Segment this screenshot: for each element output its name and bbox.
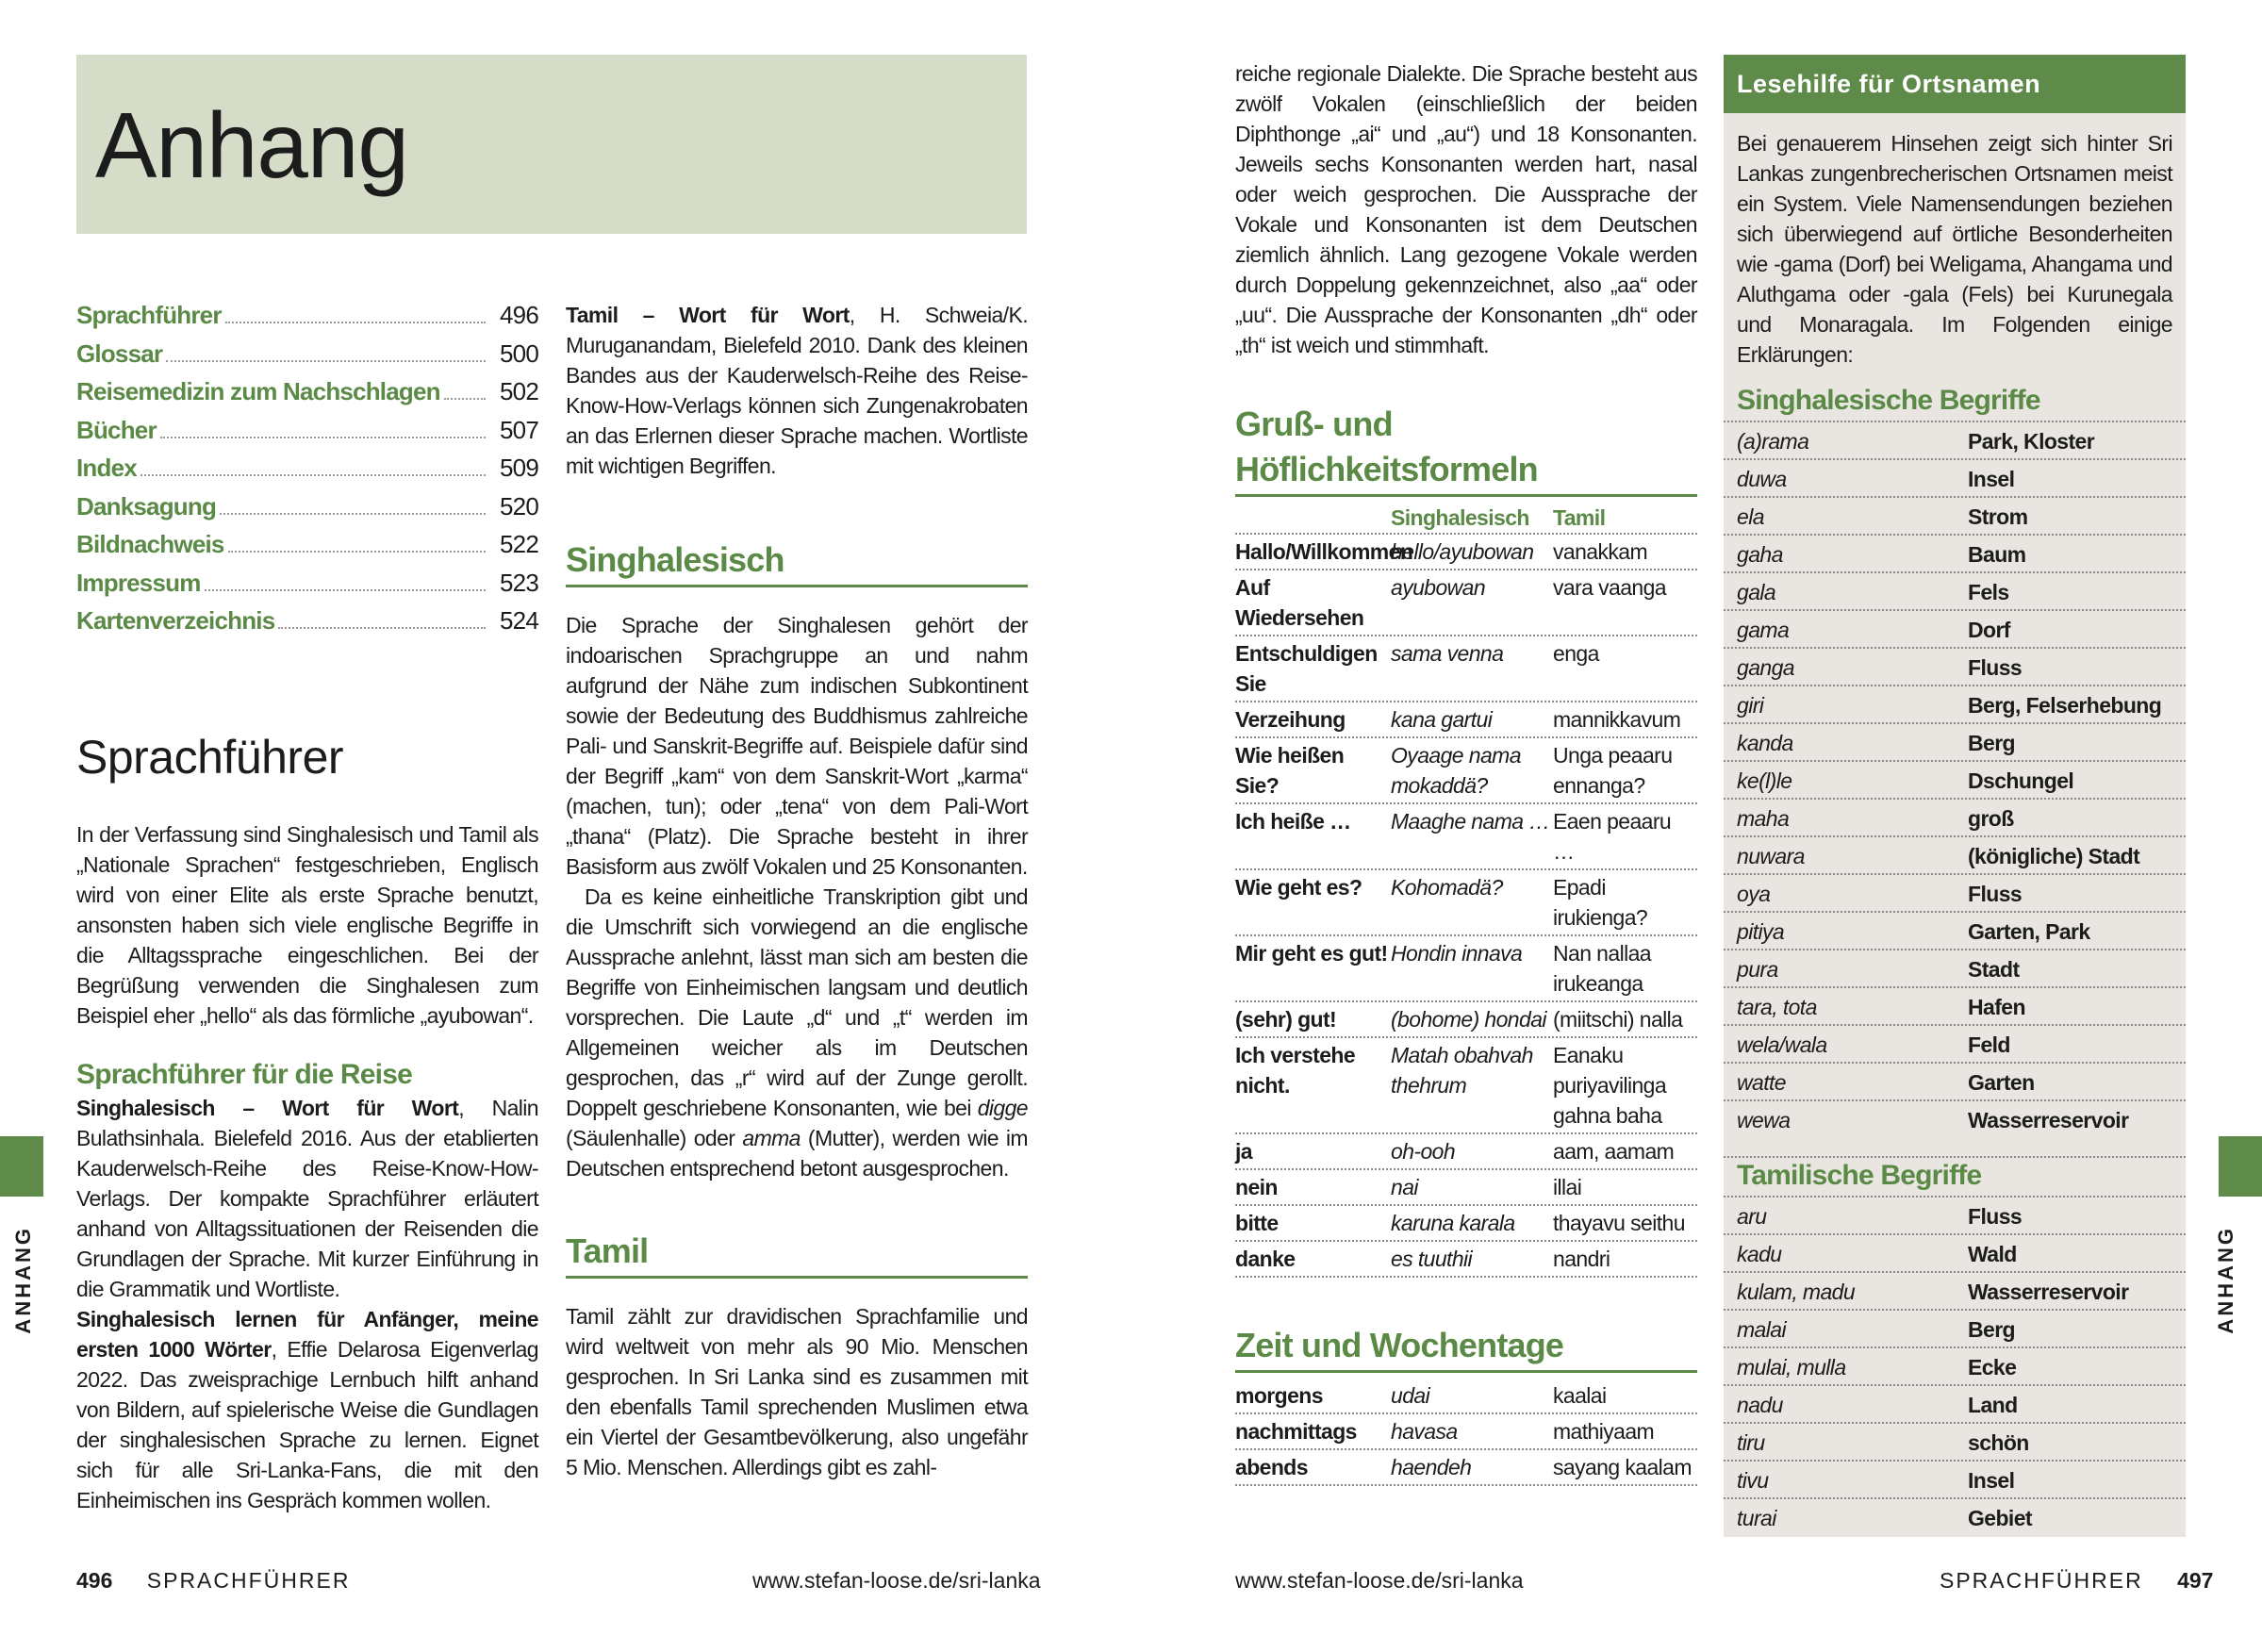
term-meaning: Feld: [1968, 1032, 2010, 1057]
toc-item-page: 509: [500, 454, 538, 482]
term-row: [1724, 496, 2186, 534]
term-row: [1724, 421, 2186, 458]
term-meaning: groß: [1968, 806, 2014, 831]
term-meaning: (königliche) Stadt: [1968, 844, 2140, 868]
term-meaning: Berg: [1968, 1317, 2016, 1342]
heading-greetings: Gruß- und Höflichkeitsformeln: [1235, 402, 1697, 497]
singhalese-terms-list: [1737, 421, 2172, 1137]
heading-tamil: Tamil: [566, 1229, 1028, 1279]
phrase-tamil: illai: [1553, 1175, 1582, 1199]
phrase-tamil: Eanaku puriyavilinga gahna baha: [1553, 1043, 1667, 1128]
term-meaning: Wasserreservoir: [1968, 1280, 2129, 1304]
table-row: [1235, 1002, 1697, 1038]
term: gala: [1737, 580, 1776, 604]
footer-left: [76, 1565, 350, 1595]
term-meaning: Wald: [1968, 1242, 2017, 1266]
toc-item[interactable]: [76, 605, 538, 644]
phrase-german: (sehr) gut!: [1235, 1007, 1337, 1032]
toc-item-label: Danksagung: [76, 491, 217, 520]
greetings-table: [1235, 535, 1697, 1278]
term-meaning: Berg: [1968, 731, 2016, 755]
term-row: [1724, 1024, 2186, 1062]
term: tivu: [1737, 1468, 1769, 1493]
table-row: [1235, 1450, 1697, 1486]
footer-url: www.stefan-loose.de/sri-lanka: [752, 1568, 1041, 1593]
heading-singhalesisch: Singhalesisch: [566, 537, 1028, 587]
info-box: [1724, 55, 2186, 1537]
toc-leader-dots: [444, 398, 486, 400]
term: pitiya: [1737, 919, 1785, 944]
phrase-tamil: (miitschi) nalla: [1553, 1007, 1683, 1032]
phrase-tamil: mathiyaam: [1553, 1419, 1655, 1444]
side-tab-label: ANHANG: [2214, 1226, 2237, 1334]
term-row: [1724, 949, 2186, 986]
toc-item-label: Bildnachweis: [76, 530, 224, 558]
side-tab-label: ANHANG: [11, 1226, 35, 1334]
phrase-german: Wie heißen Sie?: [1235, 743, 1345, 798]
toc-leader-dots: [205, 589, 486, 591]
term: mulai, mulla: [1737, 1355, 1846, 1379]
term: oya: [1737, 882, 1771, 906]
table-row: [1235, 1170, 1697, 1206]
term-row: [1724, 1422, 2186, 1460]
term-meaning: Ecke: [1968, 1355, 2017, 1379]
term: aru: [1737, 1204, 1767, 1229]
term-meaning: Fels: [1968, 580, 2009, 604]
term-row: [1724, 1099, 2186, 1137]
term-meaning: Hafen: [1968, 995, 2025, 1019]
term-row: [1724, 722, 2186, 760]
heading-singhalese-terms: Singhalesische Begriffe: [1737, 385, 2040, 416]
term: tara, tota: [1737, 995, 1817, 1019]
term: tiru: [1737, 1430, 1765, 1455]
phrase-german: Ich verstehe nicht.: [1235, 1043, 1356, 1098]
toc-item-label: Glossar: [76, 339, 163, 368]
phrase-tamil: vanakkam: [1553, 539, 1648, 564]
term: nuwara: [1737, 844, 1805, 868]
phrase-tamil: nandri: [1553, 1247, 1610, 1271]
toc-item-page: 520: [500, 491, 538, 520]
phrase-tamil: sayang kaalam: [1553, 1455, 1692, 1479]
phrase-singhalesisch: nai: [1391, 1175, 1418, 1199]
phrase-german: nachmittags: [1235, 1419, 1357, 1444]
toc-item-label: Sprachführer: [76, 301, 222, 329]
heading-time: Zeit und Wochentage: [1235, 1323, 1697, 1373]
toc-item-label: Index: [76, 454, 137, 482]
term-row: [1724, 609, 2186, 647]
term: maha: [1737, 806, 1790, 831]
phrase-singhalesisch: Hondin innava: [1391, 941, 1523, 966]
term: pura: [1737, 957, 1778, 982]
info-box-intro: Bei genauerem Hinsehen zeigt sich hinter Sri Lankas zungenbrecherischen Ortsnamen meist ein System. Viele Namensendungen beziehen sich überwiegend auf örtliche Besonderheiten wie -gama (Dorf) bei Weligama, Ahangama und Aluthgama oder -gala (Fels) bei Kurunegala und Monaragala. Im Folgenden einige Erklärungen:: [1737, 131, 2172, 367]
term-meaning: Baum: [1968, 542, 2026, 567]
term-meaning: Wasserreservoir: [1968, 1108, 2129, 1132]
left-column: [76, 300, 538, 1515]
toc-item[interactable]: [76, 529, 538, 568]
phrase-singhalesisch: karuna karala: [1391, 1211, 1515, 1235]
book-entry: Singhalesisch – Wort für Wort, Nalin Bulathsinhala. Bielefeld 2016. Aus der etablierten Kauderwelsch-Reihe des Reise-Know-How-Verlags. Der kompakte Sprachführer erläutert anhand von Alltagssituationen der Reisenden die Grundlagen der Sprache. Mit kurzer Einführung in die Grammatik und Wortliste.: [76, 1095, 538, 1301]
toc-item-label: Reisemedizin zum Nachschlagen: [76, 377, 440, 405]
term: (a)rama: [1737, 429, 1809, 454]
term-row: [1724, 911, 2186, 949]
table-row: [1235, 1414, 1697, 1450]
term-row: [1724, 1497, 2186, 1535]
page-number: 496: [76, 1568, 113, 1593]
phrase-singhalesisch: hello/ayubowan: [1391, 539, 1534, 564]
phrase-german: Wie geht es?: [1235, 875, 1362, 900]
term-meaning: Stadt: [1968, 957, 2020, 982]
phrase-singhalesisch: kana gartui: [1391, 707, 1493, 732]
phrase-tamil: aam, aamam: [1553, 1139, 1675, 1164]
table-row: [1235, 1206, 1697, 1242]
term-row: [1724, 1309, 2186, 1346]
paragraph: reiche regionale Dialekte. Die Sprache besteht aus zwölf Vokalen (einschließlich der beiden Diphthonge „ai“ und „au“) und 18 Konsonanten. Jeweils sechs Konsonanten werden hart, nasal oder weich gesprochen. Die Aussprache der Vokale und Konsonanten ist dem Deutschen ziemlich ähnlich. Lang gezogene Vokale werden durch Doppelung gekennzeichnet, also „aa“ oder „uu“. Die Aussprache der Konsonanten „dh“ oder „th“ ist weich und stimmhaft.: [1235, 61, 1697, 357]
footer-right: [1940, 1565, 2213, 1595]
phrase-german: Verzeihung: [1235, 707, 1346, 732]
phrase-tamil: mannikkavum: [1553, 707, 1681, 732]
toc-item-page: 502: [500, 377, 538, 405]
side-tab-marker: [0, 1136, 43, 1197]
phrase-singhalesisch: (bohome) hondai: [1391, 1007, 1546, 1032]
column-header-tamil: Tamil: [1553, 505, 1606, 530]
toc-item[interactable]: [76, 415, 538, 454]
term-row: [1724, 1460, 2186, 1497]
term-row: [1724, 798, 2186, 835]
term: kadu: [1737, 1242, 1782, 1266]
phrase-singhalesisch: Matah obahvah thehrum: [1391, 1043, 1533, 1098]
table-row: [1235, 570, 1697, 636]
phrase-tamil: Nan nallaa irukeanga: [1553, 941, 1651, 996]
table-row: [1235, 936, 1697, 1002]
toc-item-page: 496: [500, 301, 538, 329]
term-meaning: Land: [1968, 1393, 2018, 1417]
info-box-title: Lesehilfe für Ortsnamen: [1724, 55, 2186, 113]
term: kulam, madu: [1737, 1280, 1856, 1304]
subheading-travel: Sprachführer für die Reise: [76, 1058, 412, 1090]
toc-item[interactable]: [76, 453, 538, 491]
term-meaning: Strom: [1968, 504, 2028, 529]
phrase-german: nein: [1235, 1175, 1278, 1199]
paragraph: Tamil zählt zur dravidischen Sprachfamilie und wird weltweit von mehr als 90 Mio. Menschen gesprochen. In Sri Lanka sind es zusammen mit den ebenfalls Tamil sprechenden Muslimen etwa ein Viertel der Gesamtbevölkerung, also ungefähr 5 Mio. Menschen. Allerdings gibt es zahl-: [566, 1304, 1028, 1479]
term-row: [1724, 647, 2186, 685]
term-row: [1724, 1271, 2186, 1309]
table-row: [1235, 1134, 1697, 1170]
term-row: [1724, 685, 2186, 722]
toc-leader-dots: [220, 513, 486, 515]
time-table: [1235, 1379, 1697, 1486]
phrase-tamil: thayavu seithu: [1553, 1211, 1685, 1235]
toc-item-label: Kartenverzeichnis: [76, 606, 275, 635]
intro-paragraph: In der Verfassung sind Singhalesisch und Tamil als „Nationale Sprachen“ festgeschrieben, Englisch wird von einer Elite als erste Sprache benutzt, ansonsten haben sich viele englische Begriffe in die Alltagssprache eingeschlichen. Bei der Begrüßung verwenden die Singhalesen zum Beispiel eher „hello“ als das förmliche „ayubowan“.: [76, 821, 538, 1028]
term-meaning: Insel: [1968, 467, 2015, 491]
tamil-terms-list: [1737, 1196, 2172, 1535]
phrase-german: Mir geht es gut!: [1235, 941, 1388, 966]
phrase-german: bitte: [1235, 1211, 1279, 1235]
phrase-tamil: Eaen peaaru …: [1553, 809, 1672, 864]
toc-item[interactable]: [76, 568, 538, 606]
term: wewa: [1737, 1108, 1791, 1132]
term-row: [1724, 1346, 2186, 1384]
phrase-singhalesisch: udai: [1391, 1383, 1430, 1408]
term-row: [1724, 873, 2186, 911]
phrase-singhalesisch: Kohomadä?: [1391, 875, 1503, 900]
phrase-tamil: vara vaanga: [1553, 575, 1666, 600]
toc-item[interactable]: [76, 300, 538, 339]
term-row: [1724, 1233, 2186, 1271]
term-meaning: Garten: [1968, 1070, 2035, 1095]
term-meaning: Garten, Park: [1968, 919, 2090, 944]
toc-item-label: Bücher: [76, 415, 157, 444]
running-section: SPRACHFÜHRER: [146, 1568, 351, 1593]
phrase-tamil: Epadi irukienga?: [1553, 875, 1648, 930]
term: nadu: [1737, 1393, 1783, 1417]
table-of-contents: [76, 300, 538, 644]
table-row: [1235, 1379, 1697, 1414]
phrase-singhalesisch: haendeh: [1391, 1455, 1472, 1479]
term: duwa: [1737, 467, 1787, 491]
toc-item-page: 524: [500, 606, 538, 635]
term: watte: [1737, 1070, 1786, 1095]
table-row: [1235, 804, 1697, 870]
table-row: [1235, 1242, 1697, 1278]
term-meaning: Fluss: [1968, 655, 2023, 680]
term-row: [1724, 986, 2186, 1024]
phrase-german: ja: [1235, 1139, 1252, 1164]
table-row: [1235, 702, 1697, 738]
phrase-singhalesisch: havasa: [1391, 1419, 1458, 1444]
table-row: [1235, 738, 1697, 804]
section-title: Sprachführer: [76, 730, 344, 784]
term-meaning: Insel: [1968, 1468, 2015, 1493]
toc-item[interactable]: [76, 376, 538, 415]
table-row: [1235, 535, 1697, 570]
term-row: [1724, 534, 2186, 571]
phrase-tamil: kaalai: [1553, 1383, 1607, 1408]
phrase-singhalesisch: ayubowan: [1391, 575, 1486, 600]
term-row: [1724, 1062, 2186, 1099]
phrase-singhalesisch: es tuuthii: [1391, 1247, 1473, 1271]
term-row: [1724, 1196, 2186, 1233]
term-row: [1724, 571, 2186, 609]
term-row: [1724, 835, 2186, 873]
term: ke(l)le: [1737, 768, 1792, 793]
table-row: [1235, 636, 1697, 702]
toc-item[interactable]: [76, 339, 538, 377]
toc-leader-dots: [166, 360, 486, 362]
phrase-german: morgens: [1235, 1383, 1323, 1408]
phrase-german: Entschuldigen Sie: [1235, 641, 1378, 696]
toc-item-label: Impressum: [76, 568, 201, 597]
term: ela: [1737, 504, 1764, 529]
paragraph: Da es keine einheitliche Transkription gibt und die Umschrift sich vorwiegend an die englische Aussprache anlehnt, lässt man sich am besten die Begriffe von Einheimischen langsam und deutlich vorsprechen. Die Laute „d“ und „t“ werden im Allgemeinen weicher als im Deutschen gesprochen, das „r“ wird auf der Zunge gerollt. Doppelt geschriebene Konsonanten, wie bei digge (Säulenhalle) oder amma (Mutter), werden wie im Deutschen entsprechend betont ausgesprochen.: [566, 884, 1028, 1181]
running-section: SPRACHFÜHRER: [1940, 1568, 2143, 1593]
phrase-german: Auf Wiedersehen: [1235, 575, 1364, 630]
term: wela/wala: [1737, 1032, 1827, 1057]
column-header-singhalesisch: Singhalesisch: [1391, 505, 1529, 530]
toc-item-page: 523: [500, 568, 538, 597]
book-entry: Singhalesisch lernen für Anfänger, meine ersten 1000 Wörter, Effie Delarosa Eigenverlag 2022. Das zweisprachige Lernbuch hilft anhand von Bildern, auf spielerische Weise die Gundlagen der singhalesischen Sprache zu lernen. Eignet sich für alle Sri-Lanka-Fans, die mit den Einheimischen ins Gespräch kommen wollen.: [76, 1306, 538, 1512]
table-row: [1235, 1038, 1697, 1134]
middle-right-column: [1235, 58, 1697, 1486]
toc-item-page: 507: [500, 415, 538, 444]
term-row: [1724, 760, 2186, 798]
term: malai: [1737, 1317, 1786, 1342]
toc-leader-dots: [140, 474, 486, 476]
term-meaning: Dorf: [1968, 618, 2010, 642]
toc-leader-dots: [160, 437, 486, 438]
phrase-german: abends: [1235, 1455, 1308, 1479]
term-meaning: Gebiet: [1968, 1506, 2032, 1530]
book-entry: Tamil – Wort für Wort, H. Schweia/K. Muruganandam, Bielefeld 2010. Dank des kleinen Bandes aus der Kauderwelsch-Reihe des Reise-Know-How-Verlags können sich Zungenakrobaten an das Erlernen dieser Sprache machen. Wortliste mit wichtigen Begriffen.: [566, 303, 1028, 478]
phrase-singhalesisch: oh-ooh: [1391, 1139, 1456, 1164]
phrase-tamil: Unga peaaru ennanga?: [1553, 743, 1673, 798]
term-meaning: Berg, Felserhebung: [1968, 693, 2162, 718]
term-meaning: Fluss: [1968, 882, 2023, 906]
term-meaning: Fluss: [1968, 1204, 2023, 1229]
term: giri: [1737, 693, 1764, 718]
term-meaning: Dschungel: [1968, 768, 2074, 793]
side-tab-marker: [2219, 1136, 2262, 1197]
phrase-tamil: enga: [1553, 641, 1599, 666]
middle-left-column: [566, 300, 1028, 1482]
phrase-singhalesisch: Maaghe nama …: [1391, 809, 1550, 834]
term-meaning: Park, Kloster: [1968, 429, 2095, 454]
footer-url: www.stefan-loose.de/sri-lanka: [1235, 1568, 1524, 1593]
toc-leader-dots: [225, 322, 486, 323]
term: turai: [1737, 1506, 1776, 1530]
page-number: 497: [2177, 1568, 2214, 1593]
table-row: [1235, 870, 1697, 936]
table-header: [1235, 497, 1697, 535]
phrase-singhalesisch: Oyaage nama mokaddä?: [1391, 743, 1521, 798]
term: kanda: [1737, 731, 1793, 755]
term-row: [1724, 458, 2186, 496]
chapter-title: Anhang: [95, 93, 408, 197]
toc-item-page: 522: [500, 530, 538, 558]
term: gaha: [1737, 542, 1783, 567]
chapter-title-box: [76, 55, 1027, 234]
phrase-german: Hallo/Willkommen: [1235, 539, 1413, 564]
phrase-german: Ich heiße …: [1235, 809, 1351, 834]
term-row: [1724, 1384, 2186, 1422]
toc-leader-dots: [228, 551, 486, 553]
paragraph: Die Sprache der Singhalesen gehört der indoarischen Sprachgruppe an und nahm aufgrund der Nähe zum indischen Subkontinent sowie der Bedeutung des Buddhismus zahlreiche Pali- und Sanskrit-Begriffe auf. Beispiele dafür sind der Begriff „kam“ von dem Sanskrit-Wort „karma“ (machen, tun); oder „tena“ von dem Pali-Wort „thana“ (Platz). Die Sprache besteht in ihrer Basisform aus zwölf Vokalen und 25 Konsonanten.: [566, 613, 1028, 879]
term: gama: [1737, 618, 1790, 642]
info-box-body: [1724, 113, 2186, 1535]
phrase-german: danke: [1235, 1247, 1296, 1271]
toc-item[interactable]: [76, 491, 538, 530]
toc-leader-dots: [278, 627, 486, 629]
heading-tamil-terms: Tamilische Begriffe: [1724, 1156, 2186, 1194]
toc-item-page: 500: [500, 339, 538, 368]
phrase-singhalesisch: sama venna: [1391, 641, 1504, 666]
term-meaning: schön: [1968, 1430, 2029, 1455]
term: ganga: [1737, 655, 1794, 680]
